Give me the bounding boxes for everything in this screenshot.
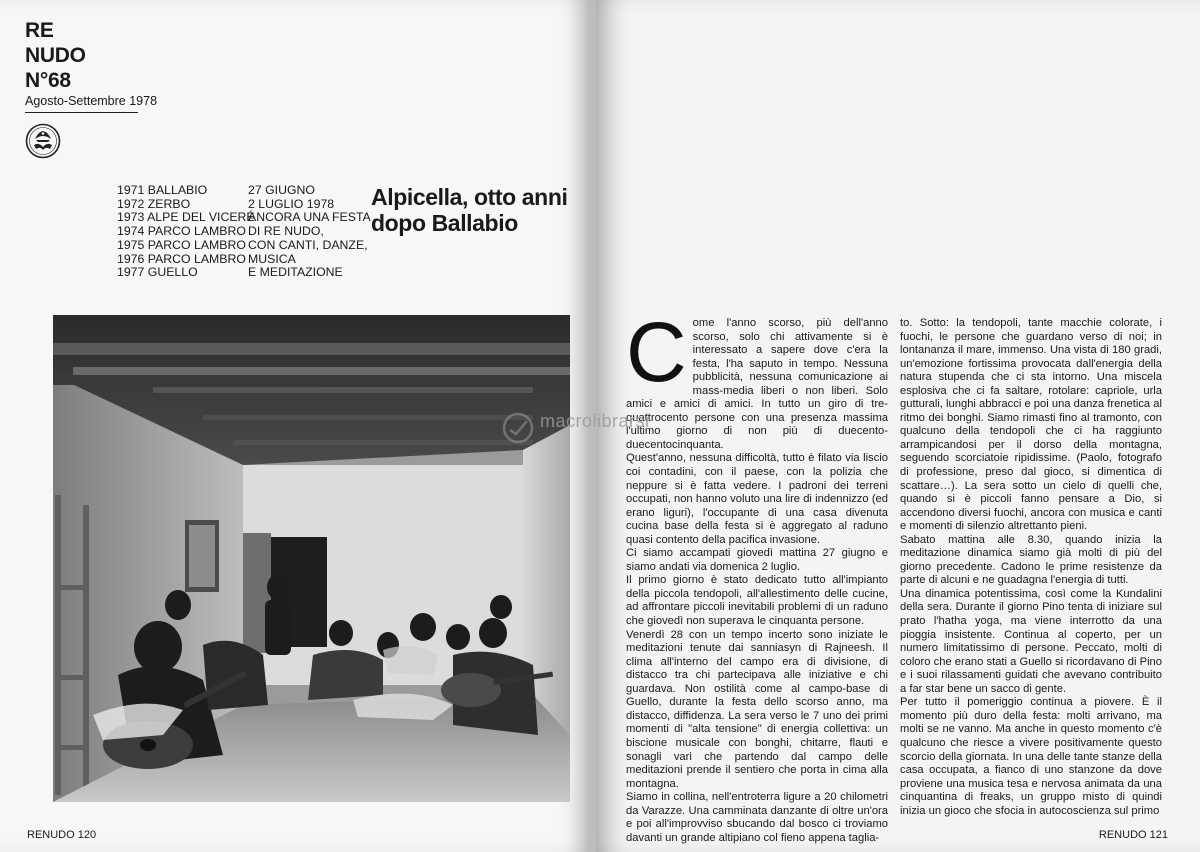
paragraph: Quest'anno, nessuna difficoltà, tutto è filato via liscio coi contadini, con il paese, con la polizia che neppure si è fatta vedere. I padroni dei terreni occupati, non hanno voluto una lire di indennizzo (ed erano liguri), l'occupante di una casa divenuta cucina base della festa si è aggregato al raduno quasi contento della pacifica invasione. [626, 452, 888, 546]
masthead-line: RE [25, 19, 54, 42]
paragraph [626, 305, 888, 452]
paragraph: Il primo giorno è stato dedicato tutto all'impianto della piccola tendopoli, all'allestimento delle cucine, ad affrontare piccoli inevitabili problemi di un raduno che giovedì non superava le cinquanta persone. [626, 574, 888, 628]
years-list [117, 184, 255, 280]
black-and-white-photo-musicians-in-barn [53, 315, 570, 802]
event-info-line: ANCORA UNA FESTA [248, 210, 371, 225]
headline-line: dopo Ballabio [371, 210, 518, 236]
text-column-1 [626, 305, 888, 845]
text-column-2 [900, 317, 1162, 818]
year-item: 1976 PARCO LAMBRO [117, 251, 246, 266]
event-info-line: 27 GIUGNO [248, 183, 315, 197]
year-item: 1974 PARCO LAMBRO [117, 224, 246, 239]
article-headline [371, 184, 583, 236]
page-folio [1099, 829, 1168, 841]
paragraph: Siamo in collina, nell'entroterra ligure a 20 chilometri da Varazze. Una camminata danzante di oltre un'ora e poi all'improvviso sbucando dal bosco ci troviamo davanti un grande altipiano col fieno appena taglia- [626, 791, 888, 844]
year-item: 1971 BALLABIO [117, 183, 208, 197]
watermark-text: macrolibrarsi [540, 411, 650, 431]
folio-brand: RENUDO [27, 829, 75, 841]
year-item: 1972 ZERBO [117, 196, 191, 211]
folio-brand: RENUDO [1098, 829, 1147, 841]
year-item: 1977 GUELLO [117, 265, 198, 280]
headline-line: Alpicella, otto anni [371, 184, 568, 210]
crest-logo-icon [25, 123, 61, 159]
page-folio [27, 829, 96, 841]
paragraph: to. Sotto: la tendopoli, tante macchie colorate, i fuochi, le persone che guardano verso di noi; in lontananza il mare, immenso. Una vista di 180 gradi, un'emozione fortissima provocata dall'energia della natura stupenda che ci sta intorno. Una miscela esplosiva che ci fa saltare, rotolare: capriole, urla gutturali, lunghi abbracci e poi una danza frenetica al ritmo dei bonghi. Siamo rimasti fino al tramonto, con qualcuno della tendopoli che ci ha raggiunto arrampicandosi per il dorso della montagna, seguendo scorciatoie ripidissime. (Paolo, fotografo di professione, preso dal gioco, si dimentica di scattare…). La sera sotto un cielo di quelli che, quando si è piccoli fanno pensare a Dio, si accendono diversi fuochi, ancora con musica e canti e momenti di silenzio altrettanto pieni. [900, 317, 1162, 533]
event-info-line: MUSICA [248, 251, 296, 266]
masthead-rule [25, 112, 138, 113]
year-item: 1975 PARCO LAMBRO [117, 237, 246, 252]
right-page [596, 0, 1200, 852]
event-info-line: E MEDITAZIONE [248, 265, 343, 280]
event-info-line: DI RE NUDO, [248, 224, 324, 239]
event-info-line: CON CANTI, DANZE, [248, 237, 368, 252]
year-item: 1973 ALPE DEL VICERÉ [117, 210, 255, 225]
paragraph: Una dinamica potentissima, così come la Kundalini della sera. Durante il giorno Pino tenta di iniziare sul prato l'hatha yoga, ma viene interrotto da una pioggia insistente. Continua al coperto, per un numero limitatissimo di persone. Peccato, molti di coloro che erano stati a Guello si ricordavano di Pino e i suoi rilassamenti guidati che avevano contribuito a far star bene un sacco di gente. [900, 587, 1162, 695]
masthead-line: NUDO [25, 44, 86, 67]
folio-page-number: 120 [77, 829, 97, 841]
paragraph: Ci siamo accampati giovedì mattina 27 giugno e siamo andati via domenica 2 luglio. [626, 547, 888, 573]
folio-page-number: 121 [1149, 829, 1168, 841]
masthead-issue-number: N°68 [25, 69, 71, 92]
paragraph: Sabato mattina alle 8.30, quando inizia la meditazione dinamica siamo già molti di più del giorno precedente. Cadono le prime resistenze da parte di alcuni e ne guadagna l'energia di tutti. [900, 533, 1162, 587]
paragraph: Venerdì 28 con un tempo incerto sono iniziate le meditazioni tenute dai sanniasyn di Rajneesh. Il clima all'interno del campo era di divisione, di distacco tra chi partecipava alle iniziative e chi guardava. Non ostilità come al campo-base di Guello, durante la festa dello scorso anno, ma distacco, diffidenza. La sera verso le 7 uno dei primi momenti di "alta tensione" di energia collettiva: un biscione musicale con bonghi, chitarre, flauti e sonagli vari che partendo dal campo delle meditazioni prende il sentiero che porta in cima alla montagna. [626, 628, 888, 790]
issue-date: Agosto-Settembre 1978 [25, 94, 158, 108]
paragraph: Per tutto il pomeriggio continua a piovere. È il momento più duro della festa: molti arrivano, ma molti se ne vanno. Ma anche in questo momento c'è qualcuno che riesce a vivere positivamente questo scorcio della giornata. In una delle tante stanze della casa occupata, a fianco di uno stanzone da dove proviene una musica tesa e nervosa animata da una cinquantina di freaks, un gruppo misto di quindi inizia un gioco che sfocia in autocoscienza sul primo [900, 696, 1162, 817]
paragraph-text: ome l'anno scorso, più dell'anno scorso, solo chi attivamente si è interessato a sapere dove c'era la festa, l'ha saputo in tempo. Nessuna pubblicità, nessuna comunicazione ai mass-media liberi o non liberi. Solo amici e amici di amici. In tutto un giro di tre-quattrocento persone con una presenza massima l'ultimo giorno di non più di duecento-duecentocinquanta. [626, 317, 888, 451]
drop-cap: C [626, 305, 687, 399]
event-info-list [248, 184, 371, 280]
event-info-line: 2 LUGLIO 1978 [248, 196, 335, 211]
